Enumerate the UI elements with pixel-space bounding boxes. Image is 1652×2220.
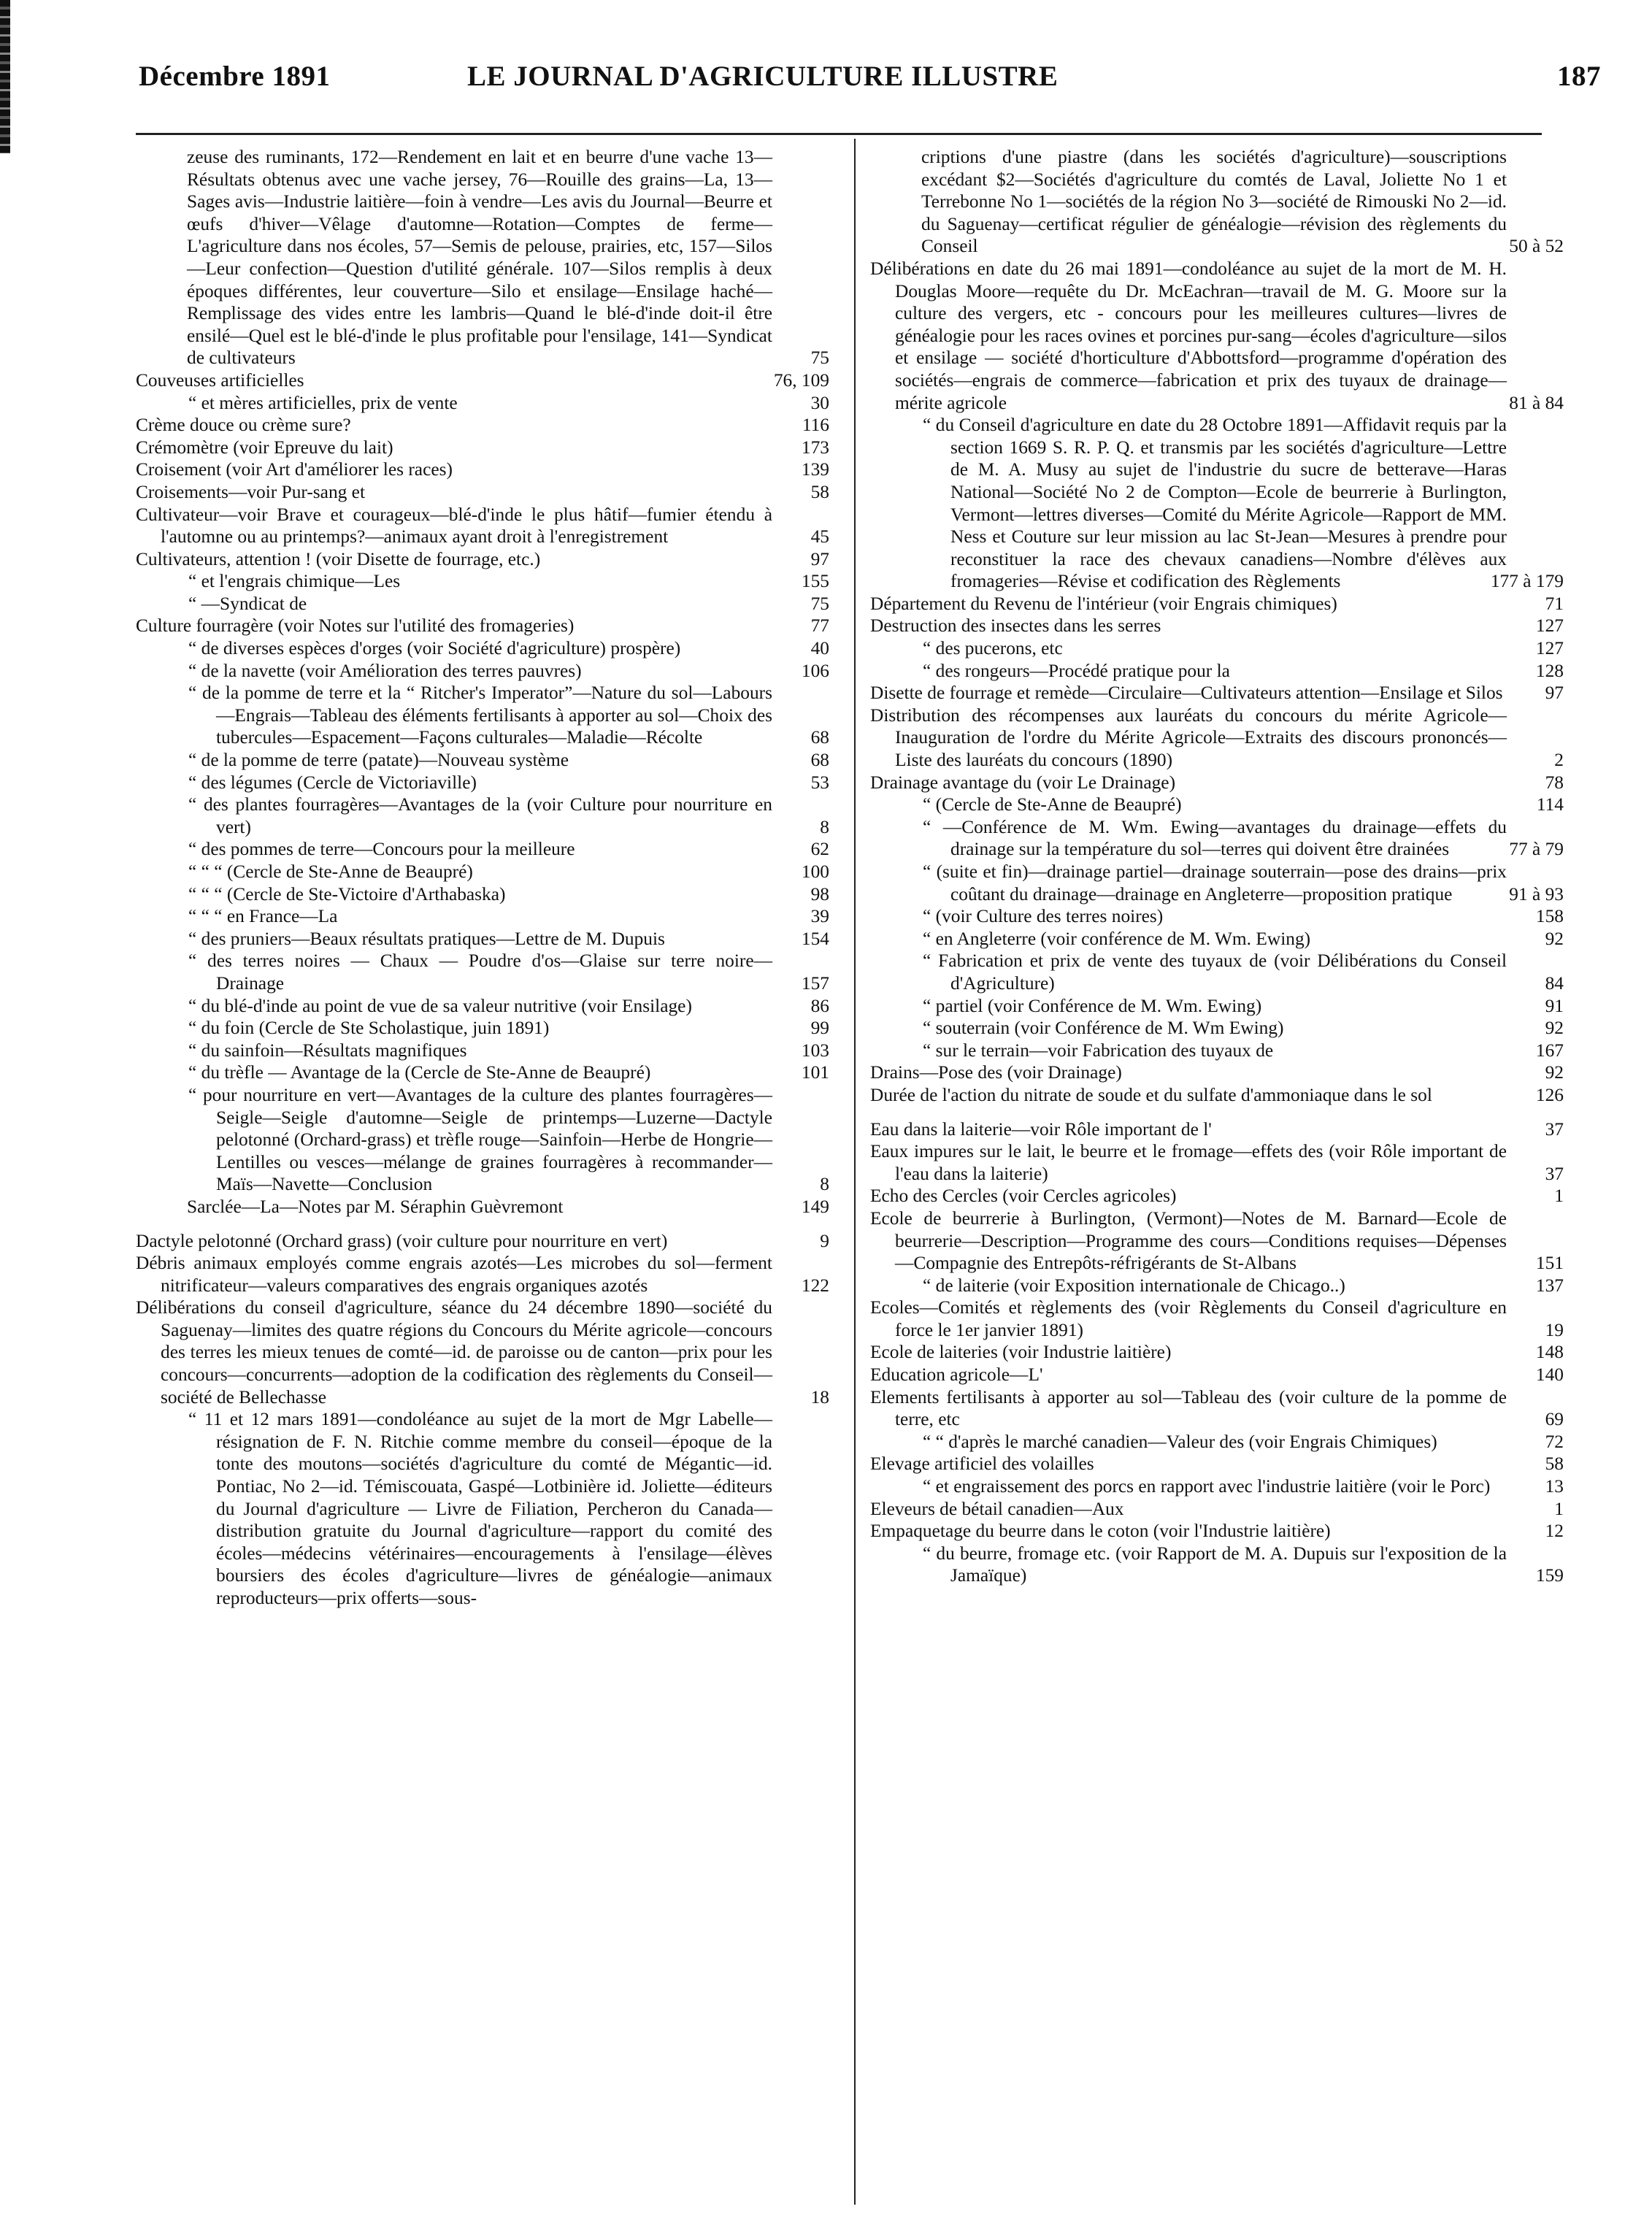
index-entry-text: “ (Cercle de Ste-Anne de Beaupré) bbox=[923, 794, 1182, 815]
index-column-left bbox=[136, 146, 829, 2205]
index-entry-page: 50 à 52 bbox=[1509, 236, 1564, 257]
index-entry bbox=[870, 1453, 1564, 1475]
index-entry-text: Cultivateurs, attention ! (voir Disette de fourrage, etc.) bbox=[136, 548, 541, 569]
index-entry-text: “ (suite et fin)—drainage partiel—drainage souterrain—pose des drains—prix coûtant du drainage—drainage en Angleterre—proposition pratique bbox=[923, 861, 1507, 904]
index-entry-page: 122 bbox=[801, 1275, 829, 1296]
index-entry-page: 155 bbox=[801, 571, 829, 592]
index-entry bbox=[136, 504, 829, 548]
index-entry-text: Echo des Cercles (voir Cercles agricoles) bbox=[870, 1186, 1177, 1207]
index-entry bbox=[870, 1185, 1564, 1207]
index-entry-page: 137 bbox=[1535, 1275, 1564, 1296]
index-entry-page: 92 bbox=[1545, 928, 1564, 949]
index-entry-page: 106 bbox=[801, 660, 829, 681]
index-entry-page: 86 bbox=[810, 995, 829, 1016]
index-entry-text: Drainage avantage du (voir Le Drainage) bbox=[870, 772, 1176, 793]
index-entry-page: 140 bbox=[1535, 1364, 1564, 1386]
index-entry bbox=[870, 1061, 1564, 1084]
index-entry-text: Culture fourragère (voir Notes sur l'utilité des fromageries) bbox=[136, 615, 575, 637]
index-entry-text: “ souterrain (voir Conférence de M. Wm Ewing) bbox=[923, 1018, 1284, 1039]
index-entry-text: “ du Conseil d'agriculture en date du 28 Octobre 1891—Affidavit requis par la section 1669 S. R. P. Q. et transmis par les sociétés d'agriculture—Lettre de M. A. Musy au sujet de l'industrie du sucre de betterave—Haras National—Société No 2 de Compton—Ecole de beurrerie à Burlington, Vermont—lettres diverses—Comité du Mérite Agricole—Rapport de MM. Ness et Couture sur leur mission au lac St-Jean—Mesures à prendre pour reconstituer la race des chevaux canadiens—Nombre d'élèves aux fromageries—Révise et codification des Règlements bbox=[923, 415, 1507, 592]
index-entry-page: 128 bbox=[1535, 660, 1564, 681]
index-entry bbox=[136, 593, 829, 615]
index-entry bbox=[136, 1408, 829, 1609]
scan-edge-strip bbox=[0, 0, 10, 153]
index-entry-text: Croisements—voir Pur-sang et bbox=[136, 481, 366, 502]
index-entry bbox=[136, 437, 829, 459]
index-entry-page: 116 bbox=[802, 415, 829, 436]
index-entry bbox=[136, 570, 829, 593]
index-entry-page: 71 bbox=[1545, 593, 1564, 614]
index-entry bbox=[136, 615, 829, 637]
index-entry-page: 92 bbox=[1545, 1018, 1564, 1039]
index-entry-page: 91 à 93 bbox=[1509, 883, 1564, 904]
index-entry-text: “ des pucerons, etc bbox=[923, 638, 1063, 659]
index-entry-text: “ de la pomme de terre (patate)—Nouveau système bbox=[188, 750, 569, 771]
index-entry bbox=[136, 905, 829, 928]
index-entry bbox=[870, 1040, 1564, 1062]
index-entry-page: 77 à 79 bbox=[1509, 839, 1564, 860]
index-entry-page: 126 bbox=[1535, 1084, 1564, 1105]
index-entry-text: “ de laiterie (voir Exposition internationale de Chicago..) bbox=[923, 1275, 1345, 1296]
index-entry bbox=[870, 414, 1564, 593]
index-entry-page: 91 bbox=[1545, 995, 1564, 1016]
index-entry bbox=[136, 146, 829, 369]
index-entry-text: Ecole de laiteries (voir Industrie laitière) bbox=[870, 1342, 1172, 1363]
index-entry-text: “ de la navette (voir Amélioration des terres pauvres) bbox=[188, 660, 582, 681]
index-entry bbox=[870, 1140, 1564, 1185]
index-entry bbox=[136, 838, 829, 861]
index-entry-page: 77 bbox=[810, 615, 829, 637]
index-entry-text: “ des plantes fourragères—Avantages de la (voir Culture pour nourriture en vert) bbox=[188, 794, 772, 837]
index-entry-text: Eau dans la laiterie—voir Rôle important de l' bbox=[870, 1118, 1212, 1140]
index-entry-text: “ du beurre, fromage etc. (voir Rapport de M. A. Dupuis sur l'exposition de la Jamaïque) bbox=[923, 1543, 1507, 1586]
index-entry-text: “ des terres noires — Chaux — Poudre d'os—Glaise sur terre noire—Drainage bbox=[188, 950, 772, 994]
index-entry bbox=[136, 794, 829, 838]
index-entry bbox=[870, 928, 1564, 950]
index-entry-page: 45 bbox=[810, 526, 829, 548]
index-entry-page: 68 bbox=[810, 727, 829, 748]
index-entry bbox=[136, 1061, 829, 1084]
index-entry-page: 53 bbox=[810, 772, 829, 793]
index-entry-page: 30 bbox=[810, 392, 829, 413]
index-entry-text: “ “ “ (Cercle de Ste-Anne de Beaupré) bbox=[188, 861, 473, 882]
index-entry-text: Débris animaux employés comme engrais azotés—Les microbes du sol—ferment nitrificateur—valeurs comparatives des engrais organiques azotés bbox=[136, 1253, 772, 1296]
index-entry-text: “ 11 et 12 mars 1891—condoléance au sujet de la mort de Mgr Labelle—résignation de F. N. Ritchie comme membre du conseil—époque de la tonte des moutons—sociétés d'agriculture du comté de Mégantic—id. Pontiac, No 2—id. Témiscouata, Gaspé—Lotbinière id. Joliette—éditeurs du Journal d'agriculture — Livre de Filiation, Percheron du Canada—distribution gratuite du Journal d'agriculture—rapport du comité des écoles—médecins vétérinaires—encouragements à l'ensilage—élèves boursiers des écoles d'agriculture—livres de généalogie—animaux reproducteurs—prix offerts—sous- bbox=[188, 1409, 772, 1608]
index-entry-text: “ de la pomme de terre et la “ Ritcher's Imperator”—Nature du sol—Labours—Engrais—Tableau des éléments fertilisants à apporter au sol—Choix des tubercules—Espacement—Façons culturales—Maladie—Récolte bbox=[188, 683, 772, 748]
index-entry-page: 68 bbox=[810, 750, 829, 771]
index-entry bbox=[870, 861, 1564, 905]
index-entry-page: 2 bbox=[1554, 750, 1564, 771]
index-entry bbox=[870, 660, 1564, 683]
index-entry bbox=[136, 1252, 829, 1297]
index-entry bbox=[870, 1084, 1564, 1107]
index-entry-page: 127 bbox=[1535, 615, 1564, 637]
index-entry-page: 9 bbox=[820, 1230, 829, 1251]
index-entry bbox=[870, 1118, 1564, 1141]
index-entry bbox=[870, 1207, 1564, 1275]
index-entry-page: 13 bbox=[1545, 1476, 1564, 1497]
index-entry bbox=[136, 392, 829, 415]
index-entry-text: “ partiel (voir Conférence de M. Wm. Ewing) bbox=[923, 995, 1262, 1016]
index-entry-text: “ sur le terrain—voir Fabrication des tuyaux de bbox=[923, 1040, 1274, 1061]
index-entry bbox=[136, 1297, 829, 1408]
index-entry bbox=[870, 995, 1564, 1018]
index-entry-text: Ecole de beurrerie à Burlington, (Vermont)—Notes de M. Barnard—Ecole de beurrerie—Description—Programme des cours—Conditions requises—Dépenses—Compagnie des Entrepôts-réfrigérants de St-Albans bbox=[870, 1207, 1507, 1274]
index-entry-text: criptions d'une piastre (dans les sociétés d'agriculture)—souscriptions excédant $2—Sociétés d'agriculture du comtés de Laval, Joliette No 1 et Terrebonne No 1—sociétés de la région No 3—société de Rimouski No 2—id. du Saguenay—certificat régulier de généalogie—révision des règlements du Conseil bbox=[921, 147, 1507, 257]
index-entry bbox=[136, 950, 829, 994]
index-entry-text: Crème douce ou crème sure? bbox=[136, 415, 351, 436]
index-entry-text: “ et mères artificielles, prix de vente bbox=[188, 392, 458, 413]
index-entry-text: “ —Conférence de M. Wm. Ewing—avantages du drainage—effets du drainage sur la température du sol—terres qui doivent être drainées bbox=[923, 816, 1507, 860]
index-entry bbox=[136, 861, 829, 883]
index-entry-page: 19 bbox=[1545, 1319, 1564, 1340]
index-entry-text: “ en Angleterre (voir conférence de M. Wm. Ewing) bbox=[923, 928, 1311, 949]
index-entry bbox=[136, 883, 829, 906]
index-entry bbox=[136, 637, 829, 660]
index-entry bbox=[870, 816, 1564, 861]
index-entry-page: 58 bbox=[810, 481, 829, 502]
index-entry bbox=[136, 772, 829, 794]
index-entry-text: Drains—Pose des (voir Drainage) bbox=[870, 1062, 1122, 1083]
index-entry-text: “ et engraissement des porcs en rapport avec l'industrie laitière (voir le Porc) bbox=[923, 1476, 1491, 1497]
index-entry bbox=[136, 1017, 829, 1040]
index-entry-page: 173 bbox=[801, 437, 829, 458]
index-entry-text: Destruction des insectes dans les serres bbox=[870, 615, 1161, 637]
index-entry-page: 1 bbox=[1554, 1498, 1564, 1519]
index-entry-text: Dactyle pelotonné (Orchard grass) (voir culture pour nourriture en vert) bbox=[136, 1230, 668, 1251]
index-entry-page: 99 bbox=[810, 1018, 829, 1039]
index-entry-page: 78 bbox=[1545, 772, 1564, 793]
index-entry-page: 58 bbox=[1545, 1453, 1564, 1475]
index-entry-page: 40 bbox=[810, 638, 829, 659]
index-entry-page: 97 bbox=[1545, 683, 1564, 704]
index-entry-text: Elevage artificiel des volailles bbox=[870, 1453, 1094, 1475]
index-entry bbox=[870, 1297, 1564, 1341]
index-entry-page: 101 bbox=[801, 1062, 829, 1083]
index-entry bbox=[136, 481, 829, 504]
index-entry-page: 1 bbox=[1554, 1186, 1564, 1207]
index-entry-page: 39 bbox=[810, 906, 829, 927]
index-column-right bbox=[870, 146, 1564, 2205]
index-entry-page: 37 bbox=[1545, 1163, 1564, 1184]
index-entry bbox=[136, 548, 829, 571]
index-entry bbox=[870, 1520, 1564, 1543]
index-entry-text: Couveuses artificielles bbox=[136, 369, 304, 391]
index-entry-page: 148 bbox=[1535, 1342, 1564, 1363]
page-number: 187 bbox=[1557, 61, 1601, 92]
index-entry bbox=[136, 682, 829, 749]
index-entry-text: Croisement (voir Art d'améliorer les races) bbox=[136, 459, 453, 480]
index-entry-text: Délibérations du conseil d'agriculture, séance du 24 décembre 1890—société du Saguenay—limites des quatre régions du Concours du Mérite agricole—concours des terres les mieux tenues de comté—id. de paroisse ou de canton—prix pour les concours—concurrents—adoption de la codification des règlements du Conseil—société de Bellechasse bbox=[136, 1297, 772, 1407]
index-entry-text: “ des pruniers—Beaux résultats pratiques—Lettre de M. Dupuis bbox=[188, 928, 665, 949]
column-divider bbox=[854, 139, 856, 2205]
index-entry-text: “ —Syndicat de bbox=[188, 593, 307, 614]
index-entry bbox=[870, 637, 1564, 660]
index-entry bbox=[136, 369, 829, 392]
index-entry-text: “ des rongeurs—Procédé pratique pour la bbox=[923, 660, 1230, 681]
index-entry-text: Cultivateur—voir Brave et courageux—blé-d'inde le plus hâtif—fumier étendu à l'automne ou au printemps?—animaux ayant droit à l'enregistrement bbox=[136, 504, 772, 548]
journal-title: LE JOURNAL D'AGRICULTURE ILLUSTRE bbox=[467, 61, 1059, 92]
index-entry-page: 8 bbox=[820, 1174, 829, 1195]
index-entry bbox=[870, 682, 1564, 704]
index-entry-text: “ des légumes (Cercle de Victoriaville) bbox=[188, 772, 477, 793]
index-entry-page: 157 bbox=[801, 972, 829, 994]
index-entry-text: Distribution des récompenses aux lauréats du concours du mérite Agricole—Inauguration de l'ordre du Mérite Agricole—Extraits des discours prononcés—Liste des lauréats du concours (1890) bbox=[870, 704, 1507, 771]
index-entry-page: 75 bbox=[810, 593, 829, 614]
index-entry-page: 149 bbox=[801, 1196, 829, 1217]
index-entry-page: 100 bbox=[801, 861, 829, 882]
index-entry bbox=[870, 1364, 1564, 1386]
header-rule bbox=[136, 133, 1542, 135]
index-entry bbox=[136, 1084, 829, 1196]
index-entry-text: “ “ d'après le marché canadien—Valeur des (voir Engrais Chimiques) bbox=[923, 1431, 1437, 1452]
index-entry-page: 18 bbox=[810, 1386, 829, 1407]
index-entry bbox=[870, 615, 1564, 637]
page-header bbox=[51, 53, 1601, 96]
index-entry-text: Empaquetage du beurre dans le coton (voir l'Industrie laitière) bbox=[870, 1521, 1331, 1542]
index-entry-page: 98 bbox=[810, 883, 829, 904]
index-entry bbox=[870, 1498, 1564, 1521]
index-entry-text: Ecoles—Comités et règlements des (voir Règlements du Conseil d'agriculture en force le 1er janvier 1891) bbox=[870, 1297, 1507, 1340]
index-entry bbox=[136, 1040, 829, 1062]
index-entry-text: “ du blé-d'inde au point de vue de sa valeur nutritive (voir Ensilage) bbox=[188, 995, 692, 1016]
index-entry-page: 75 bbox=[810, 347, 829, 369]
index-entry bbox=[136, 414, 829, 437]
index-entry-page: 76, 109 bbox=[773, 369, 829, 391]
index-entry-page: 12 bbox=[1545, 1521, 1564, 1542]
index-entry-text: Sarclée—La—Notes par M. Séraphin Guèvremont bbox=[187, 1196, 564, 1217]
index-entry-text: Disette de fourrage et remède—Circulaire—Cultivateurs attention—Ensilage et Silos bbox=[870, 683, 1503, 704]
index-entry-text: Durée de l'action du nitrate de soude et du sulfate d'ammoniaque dans le sol bbox=[870, 1084, 1432, 1105]
index-entry bbox=[136, 995, 829, 1018]
index-entry-text: Education agricole—L' bbox=[870, 1364, 1043, 1386]
index-entry-page: 151 bbox=[1535, 1253, 1564, 1274]
index-entry-page: 167 bbox=[1535, 1040, 1564, 1061]
index-entry-page: 69 bbox=[1545, 1409, 1564, 1430]
index-entry-page: 84 bbox=[1545, 972, 1564, 994]
index-entry-page: 159 bbox=[1535, 1565, 1564, 1586]
index-entry-page: 97 bbox=[810, 548, 829, 569]
index-entry-text: “ (voir Culture des terres noires) bbox=[923, 906, 1164, 927]
index-entry-text: Département du Revenu de l'intérieur (voir Engrais chimiques) bbox=[870, 593, 1337, 614]
index-entry-text: Crémomètre (voir Epreuve du lait) bbox=[136, 437, 393, 458]
index-entry-text: “ “ “ en France—La bbox=[188, 906, 338, 927]
index-entry-text: “ du sainfoin—Résultats magnifiques bbox=[188, 1040, 467, 1061]
index-entry-text: “ et l'engrais chimique—Les bbox=[188, 571, 401, 592]
index-entry-page: 81 à 84 bbox=[1509, 392, 1564, 413]
index-entry bbox=[136, 1230, 829, 1253]
index-entry-page: 127 bbox=[1535, 638, 1564, 659]
index-entry bbox=[136, 458, 829, 481]
index-entry bbox=[870, 146, 1564, 258]
index-entry bbox=[870, 772, 1564, 794]
index-entry-text: “ “ “ (Cercle de Ste-Victoire d'Arthabaska) bbox=[188, 883, 506, 904]
index-entry-page: 114 bbox=[1536, 794, 1564, 815]
index-entry bbox=[136, 660, 829, 683]
index-entry bbox=[870, 950, 1564, 994]
index-entry-page: 92 bbox=[1545, 1062, 1564, 1083]
index-entry bbox=[870, 1543, 1564, 1587]
index-entry bbox=[136, 749, 829, 772]
header-date: Décembre 1891 bbox=[139, 61, 331, 92]
index-entry-page: 37 bbox=[1545, 1118, 1564, 1140]
index-entry-page: 177 à 179 bbox=[1490, 571, 1564, 592]
index-entry bbox=[870, 794, 1564, 816]
index-entry bbox=[870, 1431, 1564, 1453]
index-entry bbox=[870, 704, 1564, 772]
index-entry-page: 62 bbox=[810, 839, 829, 860]
index-entry bbox=[870, 258, 1564, 414]
index-entry-text: Délibérations en date du 26 mai 1891—condoléance au sujet de la mort de M. H. Douglas Moore—requête du Dr. McEachran—travail de M. G. Moore sur la culture des vergers, etc - concours pour les meilleures cultures—livres de généalogie pour les races ovines et porcines pur-sang—écoles d'agriculture—silos et ensilage — société d'horticulture d'Abbottsford—programme d'opération des sociétés—engrais de commerce—fabrication et prix des tuyaux de drainage—mérite agricole bbox=[870, 258, 1507, 413]
index-entry-page: 8 bbox=[820, 816, 829, 837]
index-entry bbox=[136, 1196, 829, 1218]
index-entry-text: Eleveurs de bétail canadien—Aux bbox=[870, 1498, 1124, 1519]
index-entry bbox=[870, 905, 1564, 928]
index-entry-text: “ pour nourriture en vert—Avantages de la culture des plantes fourragères—Seigle—Seigle d'automne—Seigle de printemps—Luzerne—Dactyle pelotonné (Orchard-grass) et trèfle rouge—Sainfoin—Herbe de Hongrie—Lentilles ou vesces—mélange de graines fourragères à recommander—Maïs—Navette—Conclusion bbox=[188, 1084, 772, 1195]
index-entry-page: 103 bbox=[801, 1040, 829, 1061]
index-entry-text: Eaux impures sur le lait, le beurre et le fromage—effets des (voir Rôle important de l'eau dans la laiterie) bbox=[870, 1141, 1507, 1184]
index-entry-page: 72 bbox=[1545, 1431, 1564, 1452]
index-entry-text: “ des pommes de terre—Concours pour la meilleure bbox=[188, 839, 575, 860]
index-entry-text: “ du trèfle — Avantage de la (Cercle de Ste-Anne de Beaupré) bbox=[188, 1062, 651, 1083]
index-entry bbox=[870, 1275, 1564, 1297]
index-entry bbox=[870, 1386, 1564, 1431]
index-entry-text: Elements fertilisants à apporter au sol—Tableau des (voir culture de la pomme de terre, etc bbox=[870, 1386, 1507, 1430]
index-entry-page: 158 bbox=[1535, 906, 1564, 927]
index-entry-text: “ de diverses espèces d'orges (voir Société d'agriculture) prospère) bbox=[188, 638, 681, 659]
index-entry bbox=[136, 928, 829, 950]
index-entry bbox=[870, 593, 1564, 615]
index-entry-page: 139 bbox=[801, 459, 829, 480]
index-entry-text: “ du foin (Cercle de Ste Scholastique, juin 1891) bbox=[188, 1018, 550, 1039]
index-entry bbox=[870, 1017, 1564, 1040]
index-entry-text: “ Fabrication et prix de vente des tuyaux de (voir Délibérations du Conseil d'Agriculture) bbox=[923, 950, 1507, 994]
index-entry-text: zeuse des ruminants, 172—Rendement en lait et en beurre d'une vache 13—Résultats obtenus avec une vache jersey, 76—Rouille des grains—La, 13—Sages avis—Industrie laitière—foin à vendre—Les avis du Journal—Beurre et œufs d'hiver—Vêlage d'automne—Rotation—Comptes de ferme—L'agriculture dans nos écoles, 57—Semis de pelouse, prairies, etc, 157—Silos—Leur confection—Question d'utilité générale. 107—Silos remplis à deux époques différentes, leur couverture—Silo et ensilage—Ensilage haché—Remplissage des vides entre les lambris—Quand le blé-d'inde doit-il être ensilé—Quel est le blé-d'inde le plus profitable pour l'ensilage, 141—Syndicat de cultivateurs bbox=[187, 147, 772, 369]
index-entry bbox=[870, 1475, 1564, 1498]
index-entry bbox=[870, 1341, 1564, 1364]
index-entry-page: 154 bbox=[801, 928, 829, 949]
